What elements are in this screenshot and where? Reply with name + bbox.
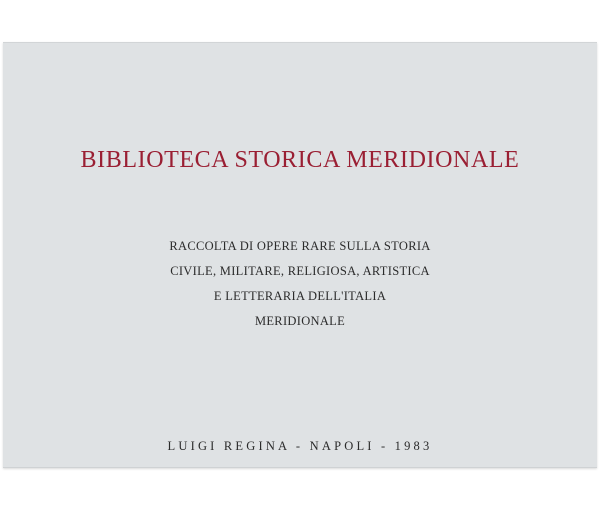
book-cover	[3, 42, 597, 468]
description-line: E LETTERARIA DELL'ITALIA	[213, 289, 387, 303]
publisher-imprint: LUIGI REGINA - NAPOLI - 1983	[167, 439, 433, 453]
cover-title: BIBLIOTECA STORICA MERIDIONALE	[80, 147, 520, 173]
cover-description	[3, 234, 597, 334]
description-line: CIVILE, MILITARE, RELIGIOSA, ARTISTICA	[170, 264, 430, 278]
description-line: RACCOLTA DI OPERE RARE SULLA STORIA	[169, 239, 431, 253]
description-line: MERIDIONALE	[254, 314, 346, 328]
